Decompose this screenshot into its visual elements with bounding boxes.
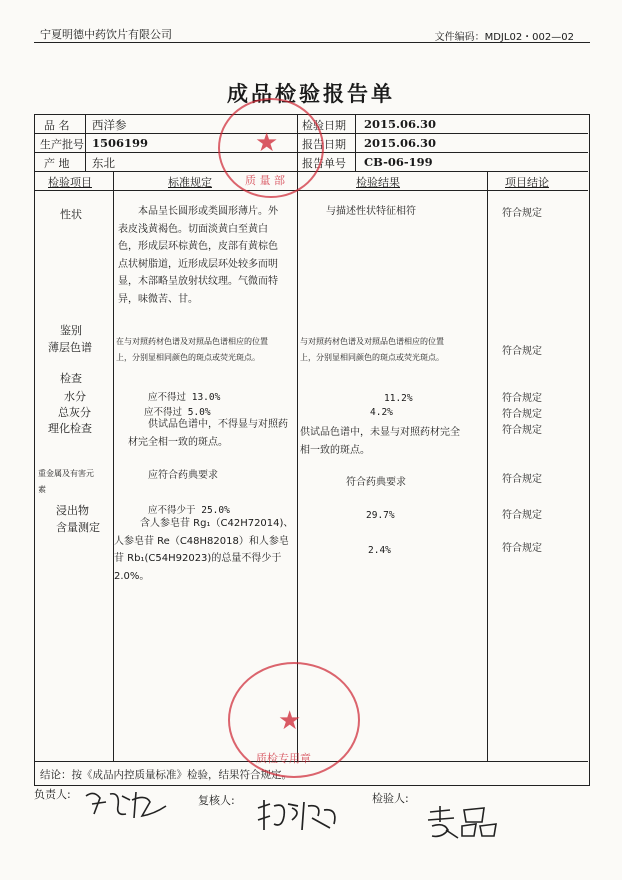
standard-line: 苷 Rb₁(C54H92023)的总量不得少于 (114, 553, 282, 564)
item-line: 重金属及有害元 (38, 469, 94, 478)
item-heavy-metal (38, 466, 118, 498)
item-extract: 浸出物 (56, 504, 89, 517)
inspector-label: 检验人: (372, 792, 409, 805)
product-name-value: 西洋参 (92, 118, 127, 132)
batch-number-value: 1506199 (92, 136, 149, 150)
star-icon: ★ (255, 128, 279, 158)
standard-line: 在与对照药材色谱及对照品色谱相应的位置 (116, 337, 268, 346)
item-water: 水分 (64, 390, 86, 403)
standard-line: 供试品色谱中，不得显与对照药 (148, 419, 288, 430)
info-col-divider (85, 115, 86, 171)
report-date-value: 2015.06.30 (364, 136, 437, 150)
origin-label: 产 地 (44, 157, 70, 170)
report-date-label: 报告日期 (302, 138, 346, 151)
item-ash: 总灰分 (58, 406, 91, 419)
report-number-label: 报告单号 (302, 157, 346, 170)
standard-line: 异，味微苦、甘。 (118, 293, 198, 305)
result-physchem (300, 424, 490, 459)
standard-physchem (128, 416, 308, 451)
test-date-value: 2015.06.30 (364, 117, 437, 131)
standard-line: 含人参皂苷 Rg₁（C42H72014)、 (140, 518, 294, 529)
conclusion-appearance: 符合规定 (502, 208, 542, 219)
reviewer-label: 复核人: (198, 794, 235, 807)
standard-line: 材完全相一致的斑点。 (128, 436, 228, 448)
result-heavy-metal: 符合药典要求 (346, 477, 406, 488)
responsible-label: 负责人: (34, 788, 71, 801)
standard-ash: 应不得过 5.0% (144, 407, 211, 418)
conclusion-assay: 符合规定 (502, 543, 542, 554)
result-line: 上，分别显相同颜色的斑点或荧光斑点。 (300, 353, 444, 362)
result-line: 供试品色谱中，未显与对照药材完全 (300, 427, 460, 438)
result-ash: 4.2% (370, 407, 393, 418)
inspector-signature (424, 802, 510, 842)
item-physchem: 理化检查 (48, 422, 92, 435)
batch-number-label: 生产批号 (40, 138, 84, 151)
header-rule (34, 42, 590, 43)
standard-water: 应不得过 13.0% (148, 392, 221, 403)
conclusion-water: 符合规定 (502, 393, 542, 404)
column-header-divider (35, 190, 588, 191)
responsible-signature (80, 784, 180, 824)
standard-line: 色，形成层环棕黄色，皮部有黄棕色 (118, 241, 278, 252)
standard-line: 点状树脂道，近形成层环处较多而明 (118, 258, 278, 270)
conclusion-heavy-metal: 符合规定 (502, 474, 542, 485)
result-extract: 29.7% (366, 510, 395, 521)
standard-line: 本品呈长圆形或类圆形薄片。外 (138, 206, 278, 217)
result-line: 与对照药材色谱及对照品色谱相应的位置 (300, 337, 444, 346)
test-date-label: 检验日期 (302, 119, 346, 132)
column-header-item: 检验项目 (48, 176, 92, 189)
column-header-standard: 标准规定 (168, 176, 212, 189)
item-line: 素 (38, 485, 46, 494)
result-assay: 2.4% (368, 545, 391, 556)
standard-line: 表皮浅黄褐色。切面淡黄白至黄白 (118, 223, 268, 235)
standard-extract: 应不得少于 25.0% (148, 505, 230, 516)
conclusion-tlc: 符合规定 (502, 346, 542, 357)
standard-assay (114, 515, 304, 585)
reviewer-signature (252, 794, 348, 838)
quality-stamp-label: 质 量 部 (245, 174, 285, 187)
standard-line: 人参皂苷 Re（C48H82018）和人参皂 (114, 535, 289, 547)
column-header-conclusion: 项目结论 (505, 176, 549, 189)
company-name: 宁夏明德中药饮片有限公司 (40, 28, 172, 41)
result-appearance: 与描述性状特征相符 (326, 206, 416, 217)
identification-heading: 鉴别 (60, 324, 82, 337)
conclusion-ash: 符合规定 (502, 409, 542, 420)
result-water: 11.2% (384, 393, 413, 404)
star-icon: ★ (278, 706, 302, 736)
conclusion-extract: 符合规定 (502, 510, 542, 521)
standard-appearance (118, 203, 302, 308)
conclusion-physchem: 符合规定 (502, 425, 542, 436)
origin-value: 东北 (92, 156, 115, 170)
overall-conclusion: 结论：按《成品内控质量标准》检验，结果符合规定。 (40, 769, 292, 781)
standard-line: 2.0%。 (114, 570, 150, 582)
qc-seal-label: 质检专用章 (256, 752, 311, 765)
result-tlc (300, 334, 486, 366)
table-col-divider (487, 171, 488, 761)
report-number-value: CB-06-199 (364, 155, 433, 169)
inspection-heading: 检查 (60, 372, 82, 385)
item-assay: 含量测定 (56, 521, 100, 534)
standard-line: 上，分别显相同颜色的斑点或荧光斑点。 (116, 353, 260, 362)
item-tlc: 薄层色谱 (48, 341, 92, 354)
document-number: 文件编码：MDJL02・002—02 (434, 32, 574, 43)
standard-tlc (116, 334, 302, 366)
item-appearance: 性状 (60, 208, 82, 221)
report-title: 成品检验报告单 (227, 82, 395, 106)
result-line: 相一致的斑点。 (300, 444, 370, 456)
info-col-divider (355, 115, 356, 171)
standard-heavy-metal: 应符合药典要求 (148, 470, 218, 481)
column-header-result: 检验结果 (356, 176, 400, 189)
product-name-label: 品 名 (44, 119, 70, 132)
standard-line: 显，木部略呈放射状纹理。气微而特 (118, 276, 278, 287)
